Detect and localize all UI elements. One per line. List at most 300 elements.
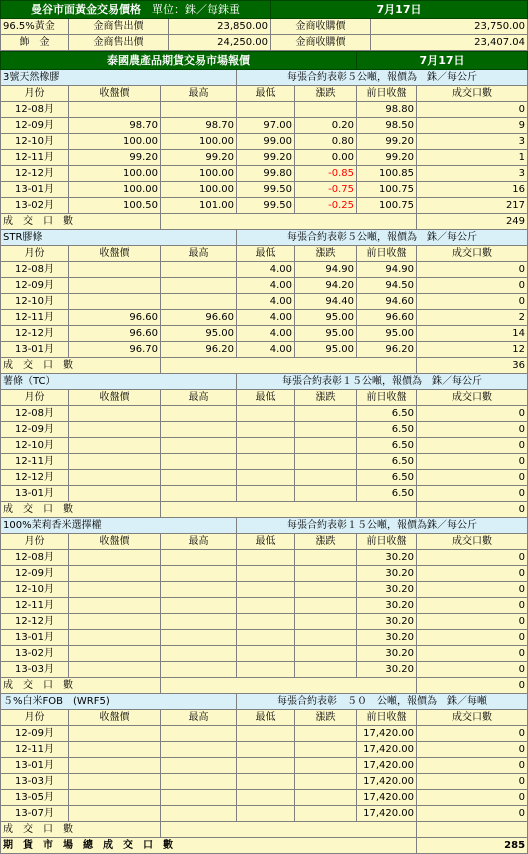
column-header: 月份 <box>1 246 69 262</box>
table-row <box>1 790 528 806</box>
table-cell <box>295 758 357 774</box>
table-cell <box>69 630 161 646</box>
futures-title: 泰國農產品期貨交易市場報價 <box>1 52 357 70</box>
table-cell: 96.60 <box>161 310 237 326</box>
table-cell: 94.90 <box>295 262 357 278</box>
column-header: 漲跌 <box>295 710 357 726</box>
table-cell <box>161 406 237 422</box>
table-cell: 30.20 <box>357 646 417 662</box>
table-cell <box>161 774 237 790</box>
column-header: 月份 <box>1 86 69 102</box>
table-cell <box>295 790 357 806</box>
table-cell <box>69 102 161 118</box>
table-cell: 4.00 <box>237 262 295 278</box>
table-cell: 13-03月 <box>1 662 69 678</box>
table-cell <box>69 742 161 758</box>
table-cell: 0 <box>417 566 528 582</box>
table-row <box>1 422 528 438</box>
table-row <box>1 182 528 198</box>
table-cell: 17,420.00 <box>357 742 417 758</box>
table-cell: 99.20 <box>237 150 295 166</box>
table-cell: 6.50 <box>357 422 417 438</box>
table-cell: 0 <box>417 486 528 502</box>
section-total-label: 成 交 口 數 <box>1 214 161 230</box>
table-cell: 0 <box>417 278 528 294</box>
table-cell: 94.90 <box>357 262 417 278</box>
table-cell: 12-09月 <box>1 726 69 742</box>
table-cell <box>69 454 161 470</box>
table-row <box>1 614 528 630</box>
gold-sell-label: 金商售出價 <box>69 19 169 35</box>
table-cell: 100.00 <box>69 182 161 198</box>
table-cell: 94.50 <box>357 278 417 294</box>
table-cell <box>237 758 295 774</box>
table-cell: 12-09月 <box>1 118 69 134</box>
gold-date: 7月17日 <box>271 1 528 19</box>
section-total-value <box>417 822 528 838</box>
table-cell: 9 <box>417 118 528 134</box>
table-row <box>1 134 528 150</box>
total-spacer <box>161 214 417 230</box>
gold-name: 飾 金 <box>1 35 69 51</box>
table-cell: 0.80 <box>295 134 357 150</box>
table-cell <box>161 470 237 486</box>
gold-sell-label: 金商售出價 <box>69 35 169 51</box>
column-header: 最高 <box>161 390 237 406</box>
table-cell <box>161 742 237 758</box>
table-row <box>1 774 528 790</box>
table-cell: 95.00 <box>295 326 357 342</box>
table-cell: 98.70 <box>161 118 237 134</box>
table-cell: 99.20 <box>161 150 237 166</box>
table-cell <box>69 438 161 454</box>
table-cell: 99.50 <box>237 198 295 214</box>
table-cell: 17,420.00 <box>357 806 417 822</box>
table-cell: 0 <box>417 646 528 662</box>
table-cell: 4.00 <box>237 310 295 326</box>
table-cell: 4.00 <box>237 278 295 294</box>
table-cell: 12-10月 <box>1 134 69 150</box>
table-cell <box>295 566 357 582</box>
table-cell: 0 <box>417 406 528 422</box>
table-cell: 0.20 <box>295 118 357 134</box>
section-note: 每張合約表彰１５公噸，報價為 銖／每公斤 <box>237 374 528 390</box>
table-row <box>1 198 528 214</box>
table-cell: 0 <box>417 422 528 438</box>
table-cell: 99.80 <box>237 166 295 182</box>
table-cell: 0 <box>417 806 528 822</box>
column-header-row <box>1 534 528 550</box>
section-total-value: 249 <box>417 214 528 230</box>
section-total-label: 成 交 口 數 <box>1 822 161 838</box>
table-cell: 96.70 <box>69 342 161 358</box>
table-cell <box>237 406 295 422</box>
table-cell <box>69 278 161 294</box>
table-cell <box>295 614 357 630</box>
column-header: 收盤價 <box>69 246 161 262</box>
table-cell <box>237 582 295 598</box>
table-cell <box>161 278 237 294</box>
table-cell: 0 <box>417 582 528 598</box>
table-row <box>1 166 528 182</box>
gold-buy-price: 23,750.00 <box>371 19 528 35</box>
futures-table <box>0 51 528 854</box>
table-cell: 6.50 <box>357 470 417 486</box>
table-cell: -0.85 <box>295 166 357 182</box>
section-note: 每張合約表彰１５公噸，報價為銖／每公斤 <box>237 518 528 534</box>
table-cell: -0.25 <box>295 198 357 214</box>
table-cell <box>295 630 357 646</box>
section-title-row <box>1 694 528 710</box>
column-header-row <box>1 86 528 102</box>
section-name: ５%白米FOB (WRF5) <box>1 694 237 710</box>
table-cell: 94.40 <box>295 294 357 310</box>
table-cell: 13-01月 <box>1 630 69 646</box>
table-cell: 0 <box>417 454 528 470</box>
table-cell <box>161 422 237 438</box>
table-cell: 0 <box>417 790 528 806</box>
column-header: 成交口數 <box>417 534 528 550</box>
gold-sell-price: 23,850.00 <box>169 19 271 35</box>
table-cell: 6.50 <box>357 454 417 470</box>
table-cell: 2 <box>417 310 528 326</box>
table-cell: 16 <box>417 182 528 198</box>
table-cell: 30.20 <box>357 566 417 582</box>
table-cell: 12-11月 <box>1 454 69 470</box>
total-spacer <box>161 822 417 838</box>
table-cell <box>237 454 295 470</box>
table-cell <box>161 790 237 806</box>
table-cell: 30.20 <box>357 630 417 646</box>
gold-price-table <box>0 0 528 51</box>
table-row <box>1 326 528 342</box>
table-cell: 0 <box>417 598 528 614</box>
table-cell: 30.20 <box>357 614 417 630</box>
column-header: 最低 <box>237 246 295 262</box>
table-cell <box>237 422 295 438</box>
section-note: 每張合約表彰 ５０ 公噸，報價為 銖／每噸 <box>237 694 528 710</box>
table-cell: 13-01月 <box>1 758 69 774</box>
gold-title: 曼谷市面黃金交易價格 <box>31 2 141 16</box>
column-header: 前日收盤 <box>357 534 417 550</box>
table-cell <box>295 598 357 614</box>
table-cell: 17,420.00 <box>357 758 417 774</box>
table-row <box>1 278 528 294</box>
column-header: 前日收盤 <box>357 710 417 726</box>
table-cell: 0 <box>417 774 528 790</box>
section-total-value: 36 <box>417 358 528 374</box>
table-cell <box>161 486 237 502</box>
table-row <box>1 118 528 134</box>
table-cell <box>69 422 161 438</box>
total-spacer <box>161 502 417 518</box>
table-cell: 99.50 <box>237 182 295 198</box>
table-cell <box>237 630 295 646</box>
table-cell <box>161 454 237 470</box>
table-cell: 95.00 <box>295 310 357 326</box>
table-row <box>1 102 528 118</box>
gold-unit: 單位：銖／每銖重 <box>152 2 240 16</box>
table-row <box>1 262 528 278</box>
table-cell <box>69 406 161 422</box>
section-note: 每張合約表彰５公噸，報價為 銖／每公斤 <box>237 230 528 246</box>
table-cell: 97.00 <box>237 118 295 134</box>
table-cell <box>69 486 161 502</box>
table-cell <box>161 294 237 310</box>
table-cell <box>237 550 295 566</box>
table-row <box>1 550 528 566</box>
section-note: 每張合約表彰５公噸，報價為 銖／每公斤 <box>237 70 528 86</box>
column-header: 收盤價 <box>69 86 161 102</box>
column-header: 成交口數 <box>417 390 528 406</box>
table-cell: 12-11月 <box>1 310 69 326</box>
table-cell: 0 <box>417 262 528 278</box>
column-header-row <box>1 710 528 726</box>
table-cell <box>295 742 357 758</box>
table-row <box>1 438 528 454</box>
table-cell: 100.75 <box>357 182 417 198</box>
table-cell <box>69 566 161 582</box>
table-cell: 17,420.00 <box>357 790 417 806</box>
column-header: 最高 <box>161 246 237 262</box>
table-row <box>1 598 528 614</box>
table-cell: 6.50 <box>357 486 417 502</box>
table-row <box>1 630 528 646</box>
table-cell <box>161 614 237 630</box>
table-cell <box>69 582 161 598</box>
table-cell: 96.20 <box>357 342 417 358</box>
table-cell: 0 <box>417 662 528 678</box>
table-row <box>1 294 528 310</box>
table-cell <box>69 646 161 662</box>
table-cell <box>69 662 161 678</box>
gold-buy-label: 金商收購價 <box>271 19 371 35</box>
table-row <box>1 806 528 822</box>
table-cell <box>69 614 161 630</box>
table-cell: 30.20 <box>357 598 417 614</box>
table-cell <box>237 774 295 790</box>
table-cell: 12-11月 <box>1 150 69 166</box>
column-header: 最高 <box>161 534 237 550</box>
gold-buy-label: 金商收購價 <box>271 35 371 51</box>
table-cell <box>161 646 237 662</box>
table-row <box>1 582 528 598</box>
table-cell: 12-08月 <box>1 262 69 278</box>
table-row <box>1 646 528 662</box>
section-total-row <box>1 358 528 374</box>
table-cell: 100.00 <box>161 182 237 198</box>
section-total-row <box>1 822 528 838</box>
table-cell: 12-10月 <box>1 438 69 454</box>
table-cell: 30.20 <box>357 550 417 566</box>
table-cell: 100.00 <box>69 134 161 150</box>
section-total-label: 成 交 口 數 <box>1 678 161 694</box>
table-cell <box>295 486 357 502</box>
column-header: 漲跌 <box>295 390 357 406</box>
section-total-row <box>1 678 528 694</box>
table-cell <box>237 438 295 454</box>
futures-header-row <box>1 52 528 70</box>
table-cell: 6.50 <box>357 406 417 422</box>
table-cell <box>161 726 237 742</box>
column-header: 前日收盤 <box>357 390 417 406</box>
column-header-row <box>1 246 528 262</box>
column-header: 漲跌 <box>295 534 357 550</box>
grand-total-row <box>1 838 528 854</box>
table-cell <box>69 262 161 278</box>
table-cell: 100.00 <box>161 134 237 150</box>
total-spacer <box>161 358 417 374</box>
table-cell: 0 <box>417 102 528 118</box>
table-cell <box>295 582 357 598</box>
table-cell: 0 <box>417 614 528 630</box>
table-cell <box>237 614 295 630</box>
table-cell: 0 <box>417 758 528 774</box>
gold-sell-price: 24,250.00 <box>169 35 271 51</box>
table-cell: 17,420.00 <box>357 726 417 742</box>
table-cell <box>237 806 295 822</box>
table-cell <box>161 598 237 614</box>
table-cell: 13-07月 <box>1 806 69 822</box>
column-header: 月份 <box>1 710 69 726</box>
table-cell: 0 <box>417 438 528 454</box>
table-cell: 12-08月 <box>1 550 69 566</box>
table-cell <box>295 102 357 118</box>
column-header: 漲跌 <box>295 86 357 102</box>
section-title-row <box>1 374 528 390</box>
table-cell <box>237 566 295 582</box>
column-header: 漲跌 <box>295 246 357 262</box>
column-header: 前日收盤 <box>357 246 417 262</box>
table-cell <box>69 470 161 486</box>
table-cell: 98.50 <box>357 118 417 134</box>
table-cell <box>237 662 295 678</box>
table-cell: 101.00 <box>161 198 237 214</box>
column-header: 成交口數 <box>417 86 528 102</box>
column-header: 成交口數 <box>417 246 528 262</box>
column-header: 前日收盤 <box>357 86 417 102</box>
section-name: 100%茉莉香米選擇權 <box>1 518 237 534</box>
table-cell: 12-12月 <box>1 326 69 342</box>
table-cell <box>161 262 237 278</box>
table-cell: 12-09月 <box>1 566 69 582</box>
table-cell: 12-11月 <box>1 598 69 614</box>
table-cell: 12-12月 <box>1 614 69 630</box>
column-header: 最低 <box>237 86 295 102</box>
column-header: 成交口數 <box>417 710 528 726</box>
table-cell: 14 <box>417 326 528 342</box>
table-cell <box>161 582 237 598</box>
gold-row <box>1 19 528 35</box>
table-cell: 4.00 <box>237 326 295 342</box>
table-cell <box>69 726 161 742</box>
table-cell: 13-02月 <box>1 646 69 662</box>
table-cell: -0.75 <box>295 182 357 198</box>
table-cell <box>69 758 161 774</box>
table-cell: 12-10月 <box>1 582 69 598</box>
column-header-row <box>1 390 528 406</box>
table-cell: 0 <box>417 550 528 566</box>
table-cell: 94.60 <box>357 294 417 310</box>
table-cell: 100.00 <box>161 166 237 182</box>
column-header: 收盤價 <box>69 390 161 406</box>
table-row <box>1 454 528 470</box>
table-cell <box>237 742 295 758</box>
table-cell: 100.85 <box>357 166 417 182</box>
table-cell: 3 <box>417 134 528 150</box>
section-total-value: 0 <box>417 502 528 518</box>
table-cell: 12-12月 <box>1 470 69 486</box>
table-cell: 0 <box>417 742 528 758</box>
column-header: 最低 <box>237 534 295 550</box>
table-cell: 100.75 <box>357 198 417 214</box>
table-cell <box>237 486 295 502</box>
table-cell <box>237 790 295 806</box>
section-name: STR膠條 <box>1 230 237 246</box>
total-spacer <box>161 678 417 694</box>
table-cell: 0 <box>417 470 528 486</box>
table-row <box>1 566 528 582</box>
table-cell <box>295 470 357 486</box>
table-cell <box>295 454 357 470</box>
table-row <box>1 342 528 358</box>
table-cell <box>237 102 295 118</box>
table-row <box>1 486 528 502</box>
table-cell: 99.20 <box>357 134 417 150</box>
table-cell: 30.20 <box>357 582 417 598</box>
table-cell: 12-09月 <box>1 278 69 294</box>
column-header: 月份 <box>1 390 69 406</box>
table-cell <box>161 806 237 822</box>
table-row <box>1 310 528 326</box>
table-cell: 0 <box>417 726 528 742</box>
table-cell <box>161 550 237 566</box>
column-header: 最低 <box>237 390 295 406</box>
table-cell <box>295 726 357 742</box>
futures-date: 7月17日 <box>357 52 528 70</box>
section-name: 3號天然橡膠 <box>1 70 237 86</box>
table-cell <box>237 646 295 662</box>
table-cell <box>295 774 357 790</box>
table-cell: 13-03月 <box>1 774 69 790</box>
table-cell <box>161 758 237 774</box>
grand-total-value: 285 <box>417 838 528 854</box>
table-cell: 96.60 <box>69 310 161 326</box>
section-total-row <box>1 502 528 518</box>
table-cell: 100.00 <box>69 166 161 182</box>
table-cell: 217 <box>417 198 528 214</box>
gold-row <box>1 35 528 51</box>
table-cell <box>295 406 357 422</box>
table-cell <box>237 726 295 742</box>
table-cell: 4.00 <box>237 342 295 358</box>
table-cell: 95.00 <box>357 326 417 342</box>
table-cell <box>295 438 357 454</box>
table-cell: 12-09月 <box>1 422 69 438</box>
column-header: 月份 <box>1 534 69 550</box>
table-cell: 13-01月 <box>1 182 69 198</box>
table-cell: 12-08月 <box>1 406 69 422</box>
table-cell <box>161 102 237 118</box>
table-cell: 98.80 <box>357 102 417 118</box>
table-cell: 12-08月 <box>1 102 69 118</box>
table-cell: 94.20 <box>295 278 357 294</box>
table-cell: 30.20 <box>357 662 417 678</box>
table-row <box>1 406 528 422</box>
table-cell: 3 <box>417 166 528 182</box>
table-row <box>1 470 528 486</box>
table-cell: 17,420.00 <box>357 774 417 790</box>
